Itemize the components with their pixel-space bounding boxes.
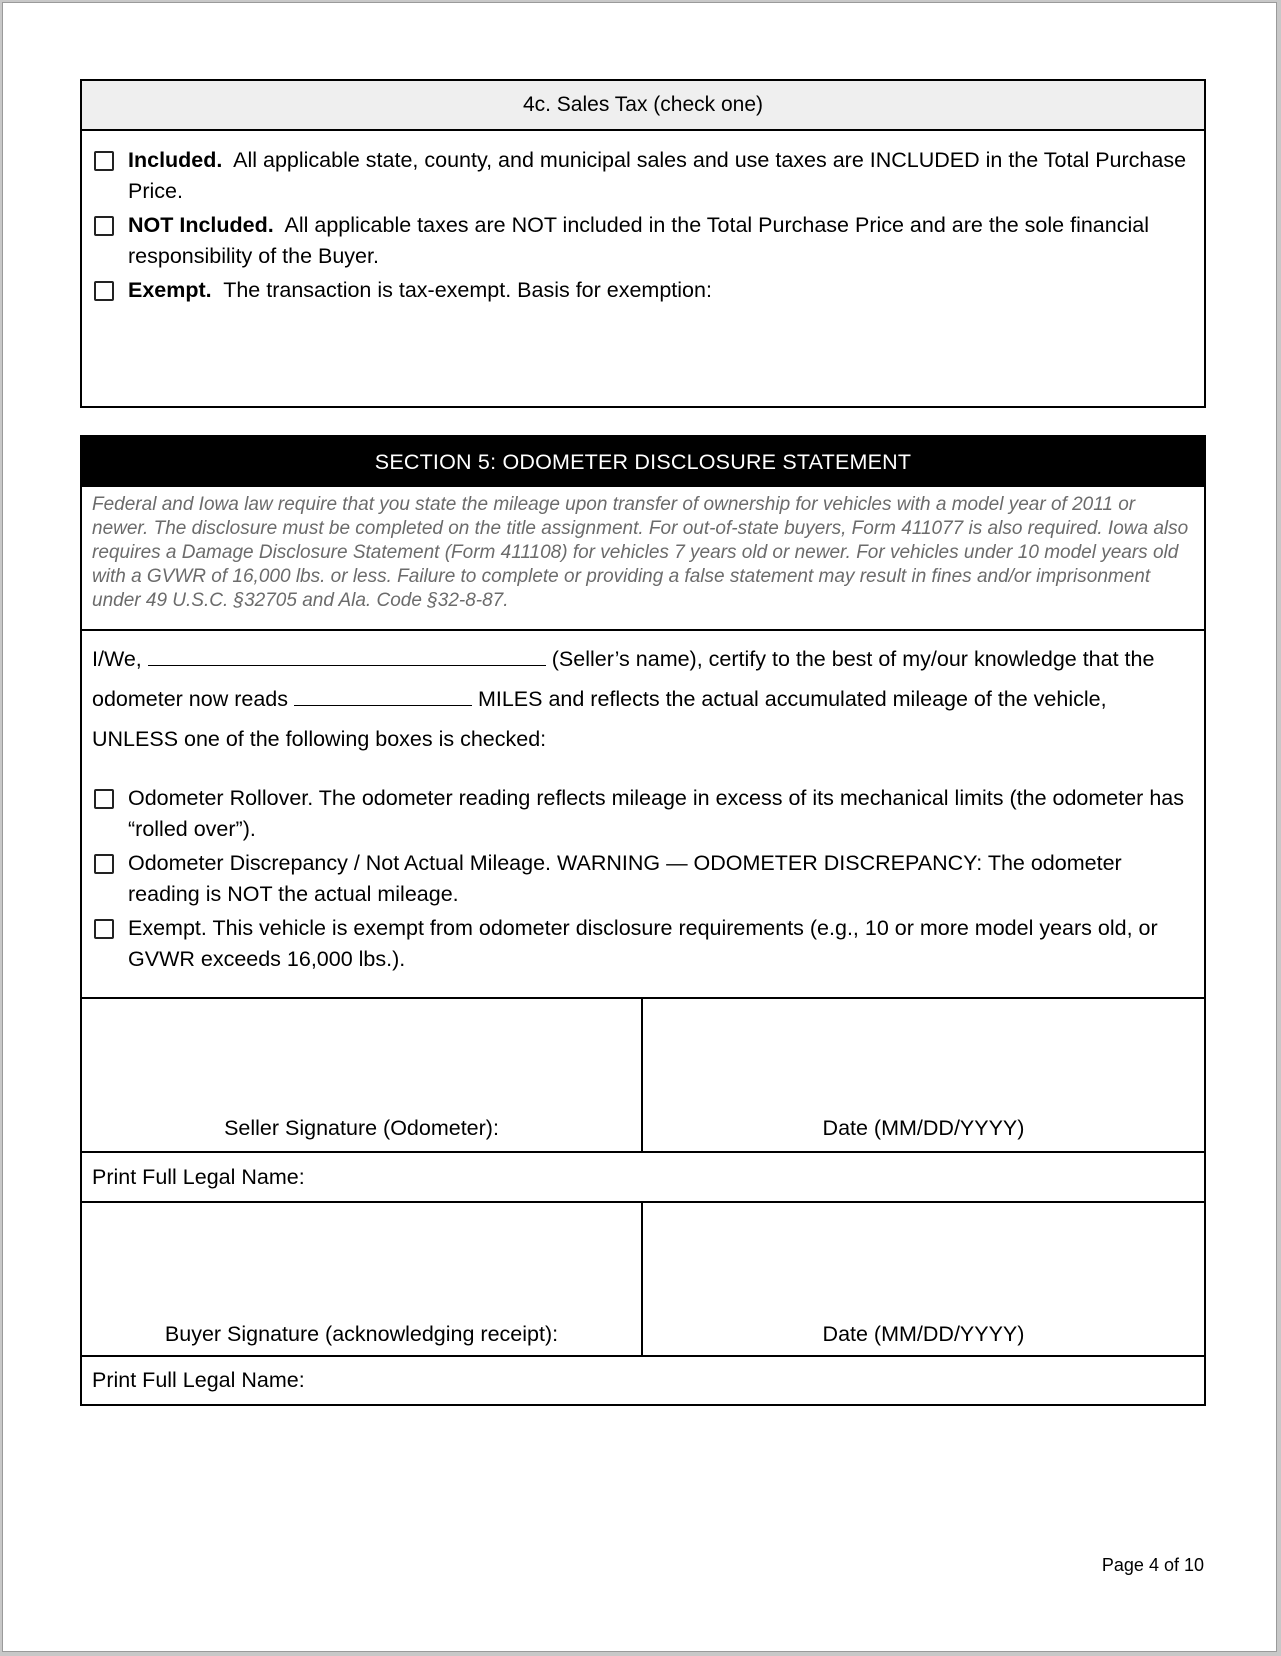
sales-tax-header: 4c. Sales Tax (check one) (82, 81, 1204, 131)
odometer-option-exempt (92, 913, 1194, 975)
cert-text-3: MILES and reflects the actual accumulated mileage of the vehicle, UNLESS one of the following boxes is checked: (92, 687, 1107, 751)
tax-option-included (92, 145, 1194, 207)
discrepancy-checkbox[interactable] (94, 854, 114, 874)
buyer-date-label: Date (MM/DD/YYYY) (822, 1322, 1025, 1346)
section-header: SECTION 5: ODOMETER DISCLOSURE STATEMENT (82, 437, 1204, 487)
included-checkbox[interactable] (94, 151, 114, 171)
option-title: Included. (128, 148, 223, 172)
not-included-checkbox[interactable] (94, 216, 114, 236)
buyer-name-label: Print Full Legal Name: (92, 1368, 305, 1392)
seller-name-label: Print Full Legal Name: (92, 1164, 305, 1189)
seller-signature-label: Seller Signature (Odometer): (224, 1116, 499, 1140)
odometer-section (80, 435, 1206, 1406)
option-text: All applicable taxes are NOT included in the Total Purchase Price and are the sole financial responsibility of the Buyer. (128, 213, 1149, 268)
odometer-option-discrepancy (92, 848, 1194, 910)
option-text: The transaction is tax-exempt. Basis for exemption: (223, 278, 712, 302)
rollover-checkbox[interactable] (94, 789, 114, 809)
option-title: NOT Included. (128, 213, 274, 237)
certification-text (82, 631, 1204, 759)
tax-option-exempt (92, 275, 1194, 306)
seller-print-name-field[interactable] (82, 1151, 1204, 1201)
cert-text-2: (Seller’s name), certify to the best of my/our knowledge that the odometer now reads (92, 647, 1155, 711)
buyer-date-field[interactable] (643, 1203, 1204, 1357)
buyer-signature-field[interactable] (82, 1203, 643, 1357)
tax-option-not-included (92, 210, 1194, 272)
legal-note: Federal and Iowa law require that you state the mileage upon transfer of ownership for vehicles with a model year of 2011 or newer. The disclosure must be completed on the title assignment. For out-of-state buyers, Form 411077 is also required. Iowa also requires a Damage Disclosure Statement (Form 411108) for vehicles 7 years old or newer. For vehicles under 10 model years old with a GVWR of 16,000 lbs. or less. Failure to complete or providing a false statement may result in fines and/or imprisonment under 49 U.S.C. §32705 and Ala. Code §32-8-87. (82, 487, 1204, 631)
document-page (2, 2, 1277, 1652)
odometer-exempt-checkbox[interactable] (94, 919, 114, 939)
option-text: All applicable state, county, and municipal sales and use taxes are INCLUDED in the Total Purchase Price. (128, 148, 1187, 203)
cert-text-1: I/We, (92, 647, 148, 671)
option-text: Odometer Discrepancy / Not Actual Mileage. WARNING — ODOMETER DISCREPANCY: The odometer reading is NOT the actual mileage. (128, 851, 1122, 906)
seller-name-blank[interactable] (148, 643, 546, 666)
seller-signature-row (82, 997, 1204, 1151)
option-text: Exempt. This vehicle is exempt from odometer disclosure requirements (e.g., 10 or more model years old, or GVWR exceeds 16,000 lbs.). (128, 916, 1158, 971)
buyer-signature-row (82, 1201, 1204, 1357)
buyer-print-name-field[interactable] (82, 1355, 1204, 1404)
seller-date-field[interactable] (643, 999, 1204, 1151)
odometer-option-rollover (92, 783, 1194, 845)
mileage-blank[interactable] (294, 683, 472, 706)
sales-tax-box (80, 79, 1206, 408)
seller-date-label: Date (MM/DD/YYYY) (822, 1116, 1025, 1140)
page-number: Page 4 of 10 (1101, 1555, 1204, 1575)
seller-signature-field[interactable] (82, 999, 643, 1151)
exempt-checkbox[interactable] (94, 281, 114, 301)
option-text: Odometer Rollover. The odometer reading reflects mileage in excess of its mechanical limits (the odometer has “rolled over”). (128, 786, 1184, 841)
buyer-signature-label: Buyer Signature (acknowledging receipt): (164, 1322, 559, 1346)
option-title: Exempt. (128, 278, 212, 302)
